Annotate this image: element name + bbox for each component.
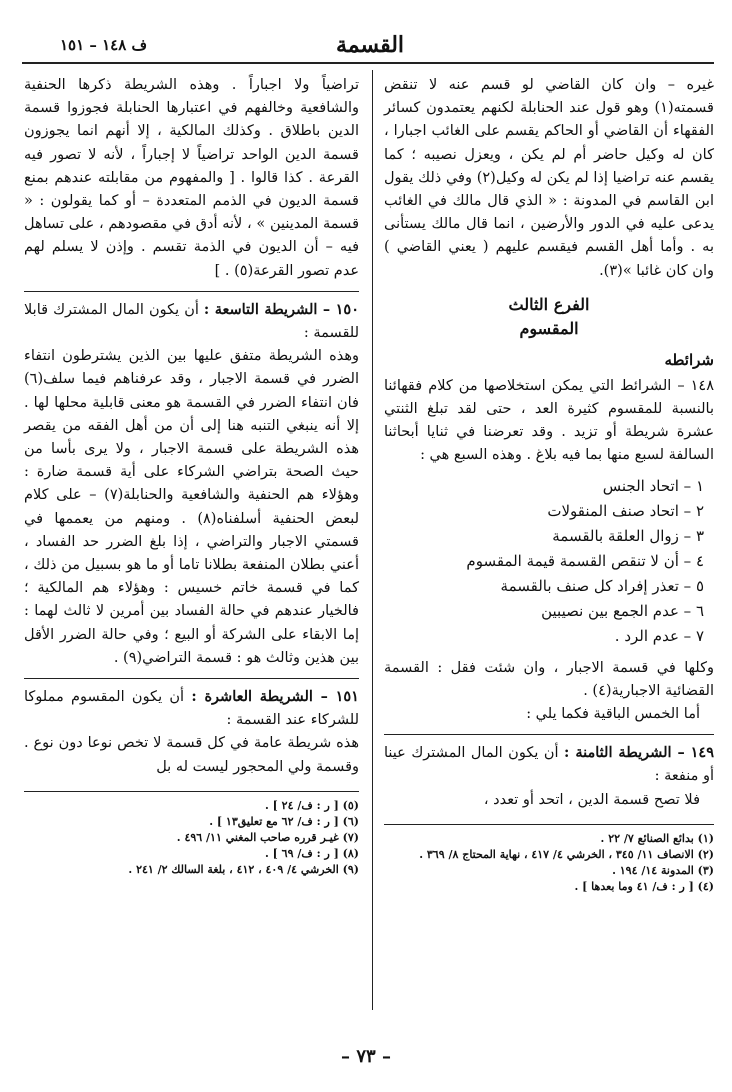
paragraph: وكلها في قسمة الاجبار ، وان شئت فقل : القسمة القضائية الاجبارية(٤) .	[384, 659, 714, 699]
list-item: ١ – اتحاد الجنس	[602, 476, 704, 495]
condition-text: أن يكون المال المشترك قابلا للقسمة :	[24, 301, 359, 342]
footnote: (٦) [ ر : ف/ ٦٢ مع تعليق١٣ ] .	[209, 814, 359, 828]
footnote: (٤) [ ر : ف/ ٤١ وما بعدها ] .	[574, 879, 714, 893]
list-item: ٢ – اتحاد صنف المنقولات	[547, 501, 704, 520]
condition-8	[384, 741, 714, 788]
header-rule	[22, 62, 714, 64]
paragraph: تراضياً ولا اجباراً . وهذه الشريطة ذكرها الحنفية والشافعية وخالفهم في اعتبارها الحنابلة فجوزوا قسمة الدين باطلاق . وكذلك المالكية ، إلا أنهم انما يجوزون قسمة الدين الواحد تراضياً لا إجباراً ، لأنه لا تصور فيه القرعة . كذا قالوا . [ والمفهوم من مقابلته عندهم بمنع قسمة الديون في الذمم المتعددة – أو كما يقولون : « قسمة المدينين » ، لأنه أدق في مقصودهم ، على تساهل فيه – أن الديون في الذمة تقسم . وإذن لا يسلم لهم عدم تصور القرعة(٥) . ]	[24, 77, 359, 279]
footnote-rule	[384, 824, 714, 825]
footnote: (٨) [ ر : ف/ ٦٩ ] .	[264, 846, 359, 860]
page-number: – ٧٣ –	[341, 1046, 391, 1067]
condition-heading: ١٥٠ – الشريطة التاسعة :	[203, 300, 359, 318]
conditions-list	[384, 474, 714, 649]
footnote: (١) بدائع الصنائع ٧/ ٢٢ .	[600, 831, 714, 845]
footnote: (٣) المدونة ١٤/ ١٩٤ .	[612, 863, 714, 877]
list-item: ٤ – أن لا تنقص القسمة قيمة المقسوم	[466, 551, 704, 570]
footnote: (٥) [ ر : ف/ ٢٤ ] .	[264, 798, 359, 812]
divider	[384, 734, 714, 735]
condition-text: أن يكون المال المشترك عينا أو منفعة :	[384, 745, 714, 785]
paragraph: غيره – وان كان القاضي لو قسم عنه لا تنقض قسمته(١) وهو قول عند الحنابلة لكنهم يعتمدون كسائر الفقهاء أن القاضي أو الحاكم يقسم على الغائب اجبارا ، كان له وكيل حاضر أم لم يكن ، ويعزل نصيبه ؛ كما يقسم عنه تراضيا إذا لم يكن له وكيل(٢) وفي ذلك يقول ابن القاسم في المدونة : « الذي قال مالك في الغائب يدعى عليه في الدور والأرضين ، انما قال مالك يستأنى به . وأما أهل القسم فيقسم عليهم ( يعني القاضي ) وان كان غائبا »(٣).	[384, 77, 715, 279]
running-title: القسمة	[335, 32, 405, 58]
left-column	[24, 74, 359, 878]
divider	[24, 678, 359, 679]
paragraph: أما الخمس الباقية فكما يلي :	[526, 706, 700, 723]
condition-heading: ١٥١ – الشريطة العاشرة :	[191, 688, 359, 706]
footnote: (٧) غيـر قرره صاحب المغني ١١/ ٤٩٦ .	[176, 830, 359, 844]
divider	[24, 291, 359, 292]
footnote: (٢) الانصاف ١١/ ٣٤٥ ، الخرشي ٤/ ٤١٧ ، نهاية المحتاج ٨/ ٣٦٩ .	[419, 847, 714, 861]
right-column	[384, 74, 714, 895]
list-item: ٣ – زوال العلقة بالقسمة	[552, 526, 704, 545]
subheading: شرائطه	[664, 350, 714, 369]
section-range: ف ١٤٨ – ١٥١	[60, 36, 148, 54]
condition-10	[24, 685, 359, 732]
list-item: ٦ – عدم الجمع بين نصيبين	[541, 601, 704, 620]
list-item: ٥ – تعذر إفراد كل صنف بالقسمة	[500, 576, 704, 595]
paragraph: وهذه الشريطة متفق عليها بين الذين يشترطون انتفاء الضرر في قسمة الاجبار ، وقد عرفناهم فيما سلف(٦) فان انتفاء الضرر في القسمة هو معنى قابلية محلها لها . إلا أنه ينبغي التنبه هنا إلى أن من أهل الفقه من يقصر هذه الشريطة على قسمة الاجبار ، ولا يرى بأسا من حيث الصحة بتراضي الشركاء على أية قسمة ضارة : وهؤلاء هم الحنفية والشافعية والحنابلة(٧) – على كلام لبعض الحنفية أسلفناه(٨) . ومنهم من يعممها في قسمتي الاجبار والتراضي ، إذا بلغ الضرر حد الفساد ، أعني بطلان المنفعة بطلانا تاما أو ما هو بسبيل من ذلك ، كما في قسمة خاتم خسيس : وهؤلاء هم المالكية ؛ فالخيار عندهم في حالة الفساد بين أمرين لا ثالث لهما : إما الابقاء على الشركة أو البيع ؛ وفي حالة الضرر الأقل بين هذين وثالث هو : قسمة التراضي(٩) .	[24, 348, 359, 666]
section-title: الفرع الثالث	[508, 294, 590, 314]
intro-paragraph: ١٤٨ – الشرائط التي يمكن استخلاصها من كلام فقهائنا بالنسبة للمقسوم كثيرة العد ، حتى لقد تبلغ الثنتي عشرة شريطة أو تزيد . وقد تعرضنا في ثنايا أبحاثنا السالفة لسبع منها بما فيه بلاغ . وهذه السبع هي :	[384, 377, 714, 464]
footnote: (٩) الخرشي ٤/ ٤٠٩ ، ٤١٢ ، بلغة السالك ٢/ ٢٤١ .	[128, 862, 359, 876]
footnote-rule	[24, 791, 359, 792]
column-divider	[372, 70, 373, 1010]
list-item: ٧ – عدم الرد .	[614, 626, 704, 645]
section-subtitle: المقسوم	[519, 318, 579, 338]
condition-9	[24, 298, 359, 345]
condition-text: أن يكون المقسوم مملوكا للشركاء عند القسمة :	[24, 689, 359, 729]
paragraph: هذه شريطة عامة في كل قسمة لا تخص نوعا دون نوع . وقسمة ولي المحجور ليست له بل	[24, 735, 359, 775]
paragraph: فلا تصح قسمة الدين ، اتحد أو تعدد ،	[483, 791, 700, 808]
condition-heading: ١٤٩ – الشريطة الثامنة :	[564, 744, 715, 762]
